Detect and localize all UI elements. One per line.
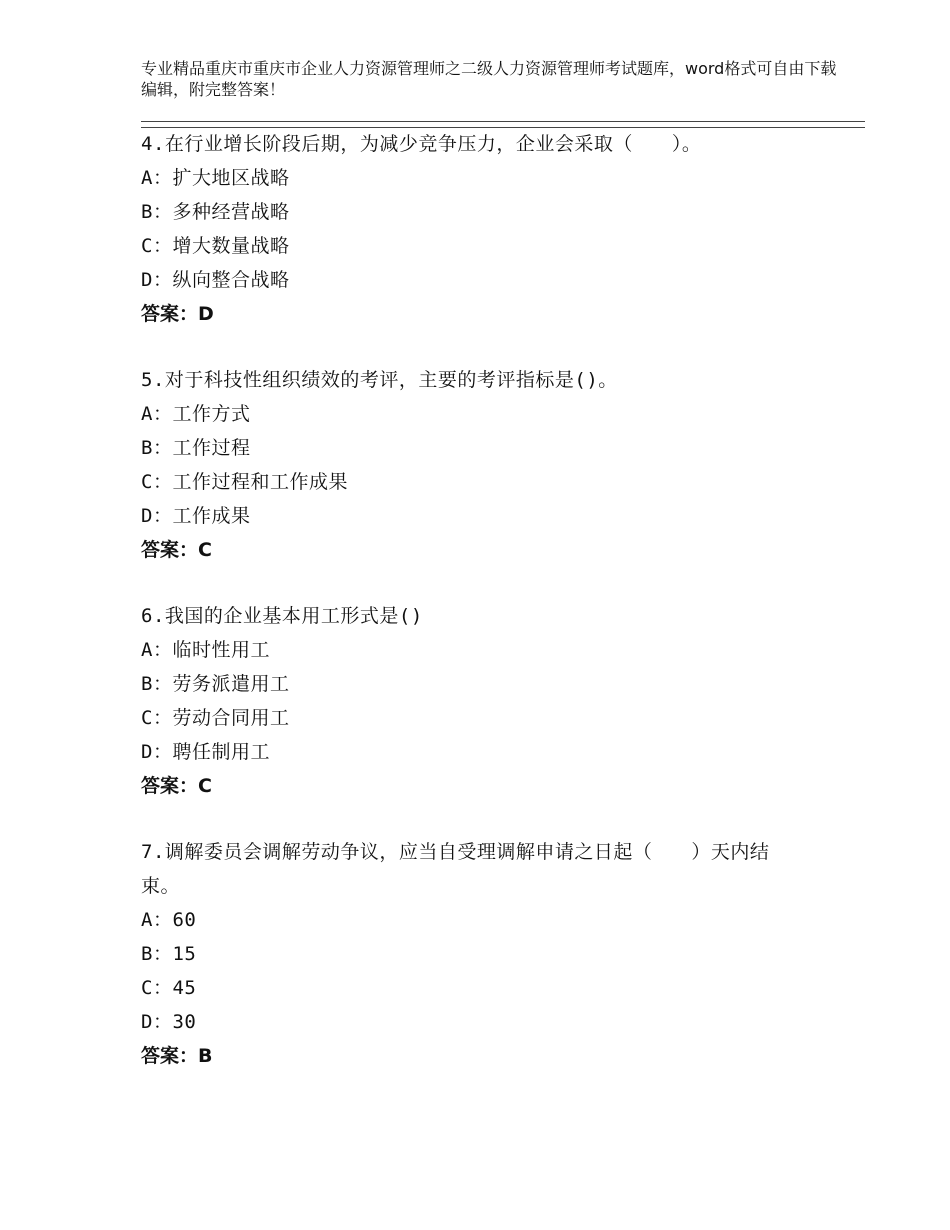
option-d: D：工作成果 — [141, 505, 251, 527]
question-list — [141, 127, 841, 1105]
answer-label: 答案：C — [141, 775, 212, 797]
answer-label: 答案：D — [141, 303, 214, 325]
option-c: C：劳动合同用工 — [141, 707, 290, 729]
option-a: A：工作方式 — [141, 403, 251, 425]
answer-label: 答案：C — [141, 539, 212, 561]
option-d: D：30 — [141, 1011, 197, 1033]
question-4 — [141, 127, 841, 331]
question-6 — [141, 599, 841, 803]
question-stem: 7.调解委员会调解劳动争议，应当自受理调解申请之日起（ ）天内结束。 — [141, 841, 770, 897]
option-b: B：15 — [141, 943, 197, 965]
answer-label: 答案：B — [141, 1045, 213, 1067]
option-c: C：工作过程和工作成果 — [141, 471, 348, 493]
option-a: A：扩大地区战略 — [141, 167, 290, 189]
document-header: 专业精品重庆市重庆市企业人力资源管理师之二级人力资源管理师考试题库，word格式可自由下载编辑，附完整答案！ — [141, 59, 837, 99]
option-b: B：劳务派遣用工 — [141, 673, 290, 695]
option-a: A：60 — [141, 909, 197, 931]
question-7 — [141, 835, 841, 1073]
option-c: C：45 — [141, 977, 197, 999]
question-stem: 6.我国的企业基本用工形式是() — [141, 605, 423, 627]
question-stem: 5.对于科技性组织绩效的考评，主要的考评指标是()。 — [141, 369, 618, 391]
option-b: B：工作过程 — [141, 437, 251, 459]
question-stem: 4.在行业增长阶段后期，为减少竞争压力，企业会采取（ ）。 — [141, 133, 702, 155]
option-c: C：增大数量战略 — [141, 235, 290, 257]
option-b: B：多种经营战略 — [141, 201, 290, 223]
option-d: D：纵向整合战略 — [141, 269, 290, 291]
option-d: D：聘任制用工 — [141, 741, 270, 763]
option-a: A：临时性用工 — [141, 639, 270, 661]
question-5 — [141, 363, 841, 567]
